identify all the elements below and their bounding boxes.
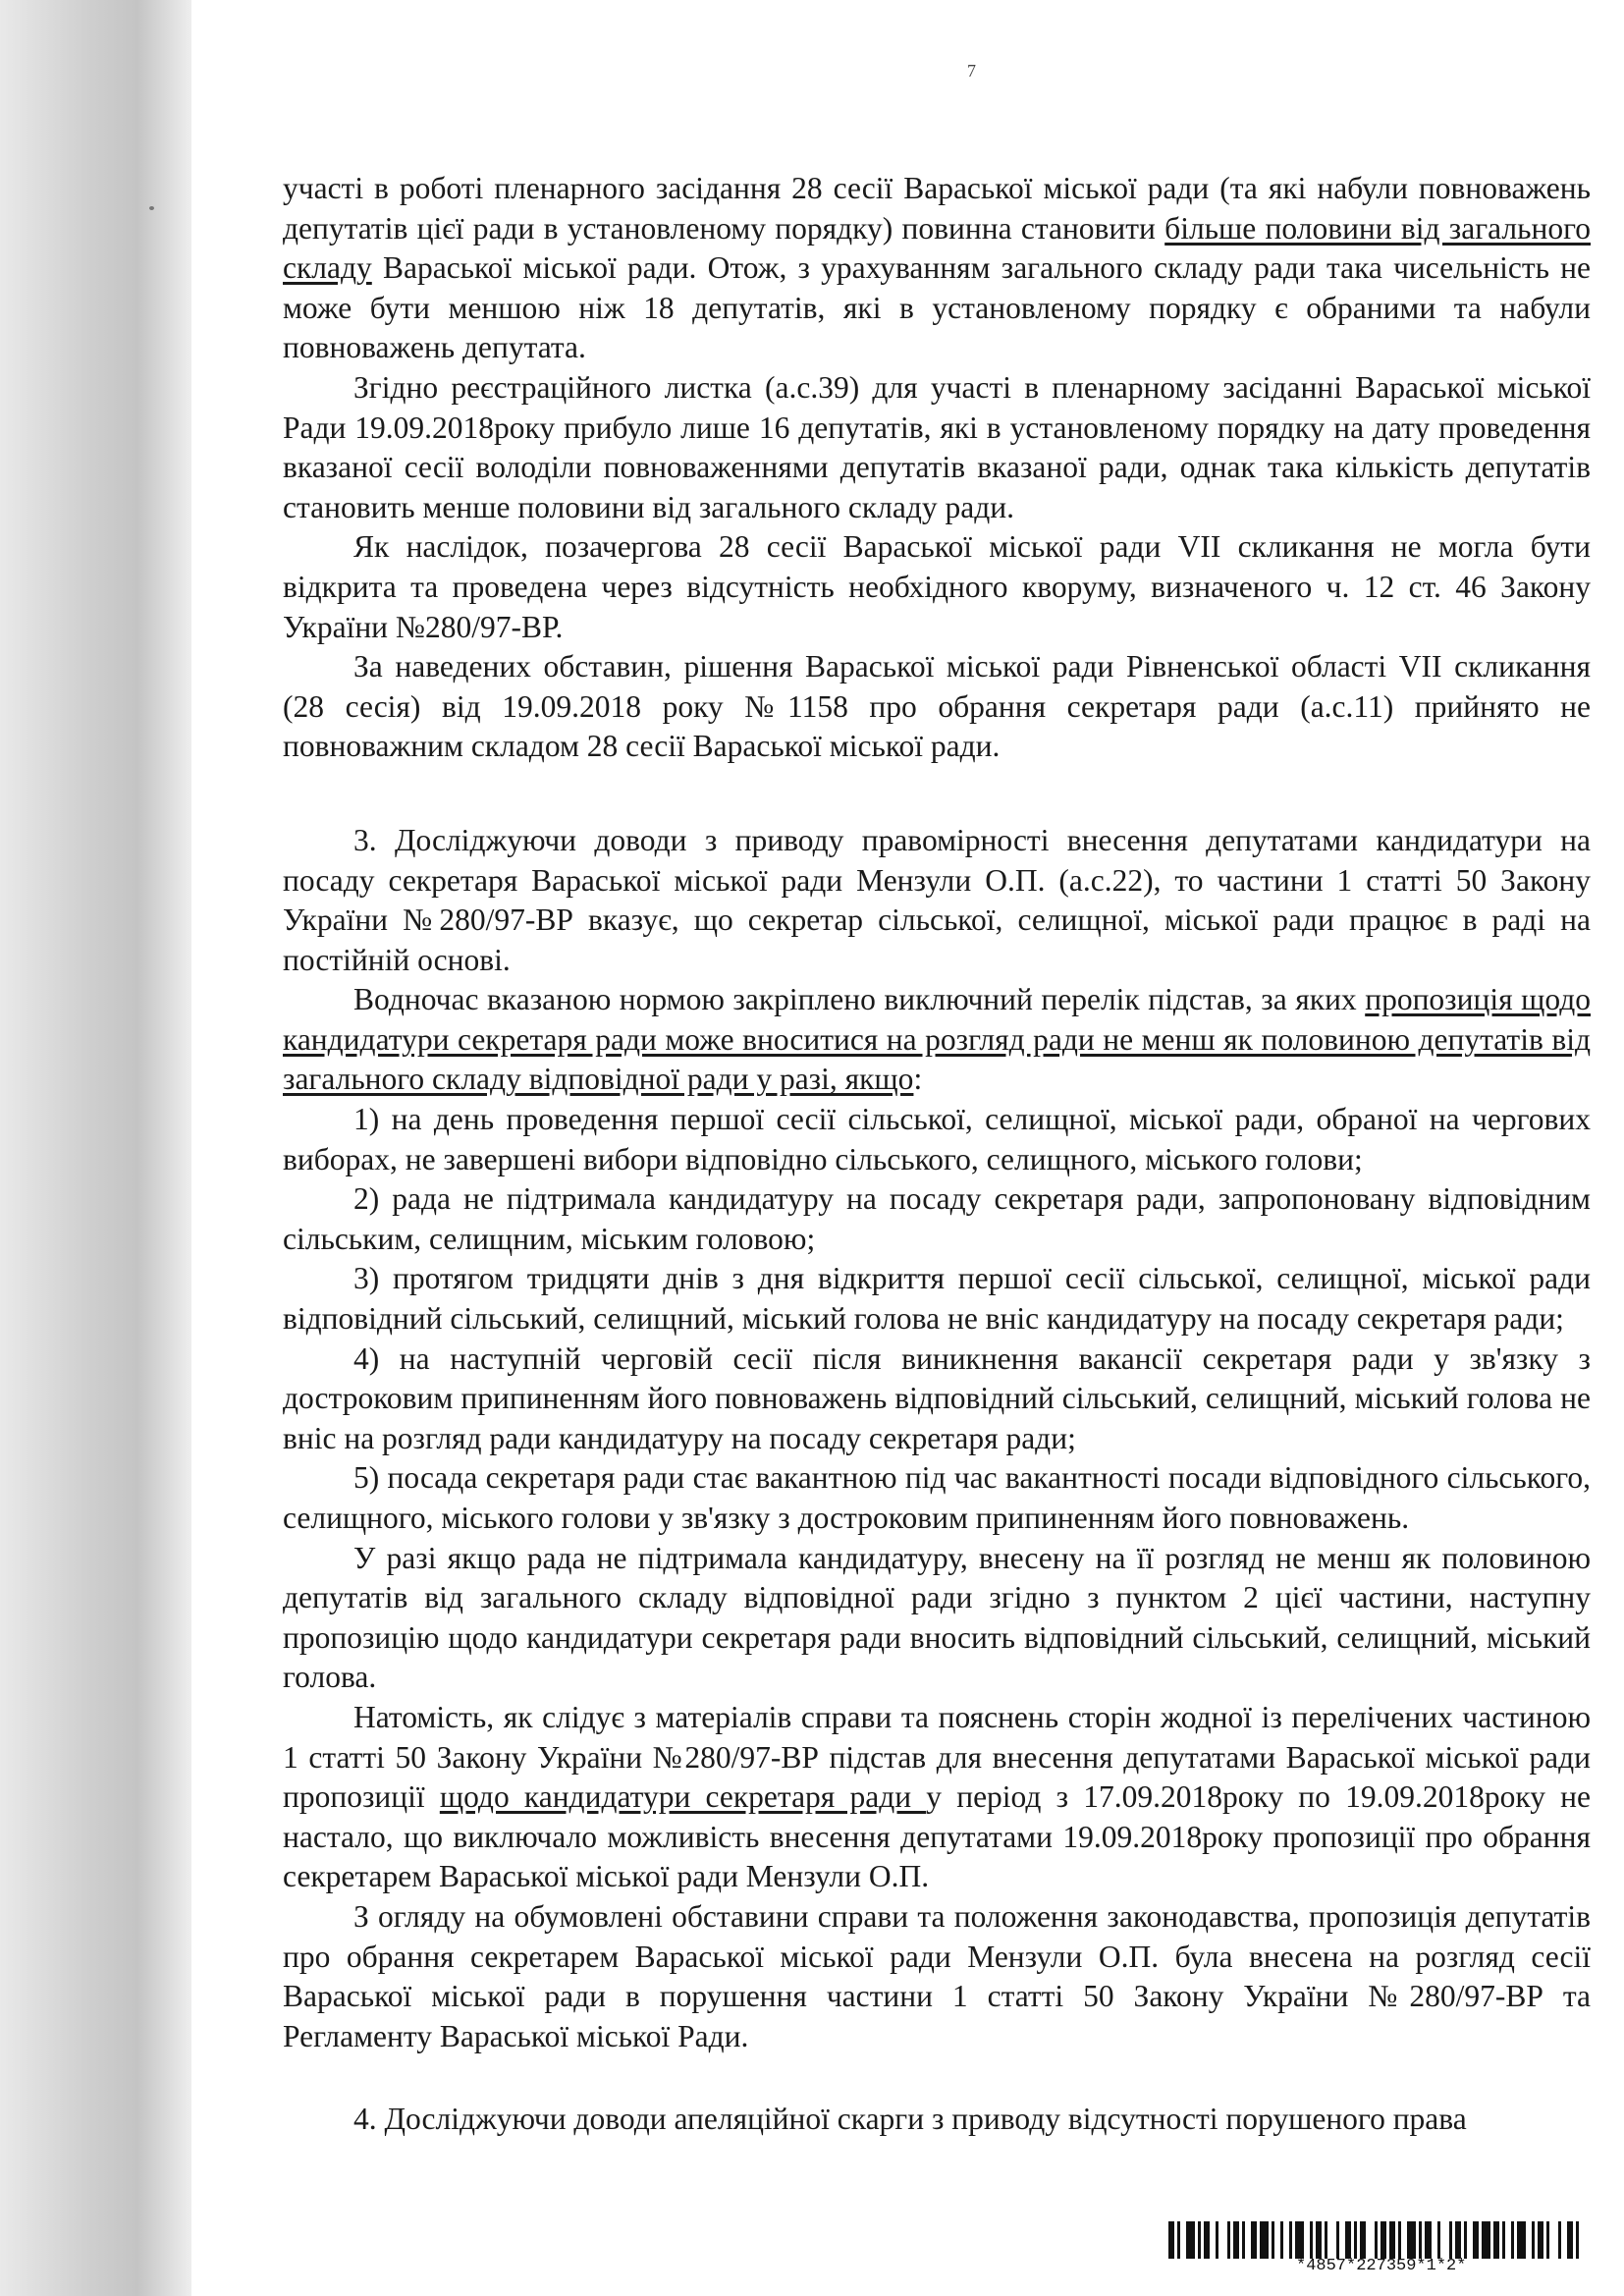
- barcode-bar: [1407, 2221, 1416, 2259]
- document-body: [283, 169, 1591, 2140]
- barcode-bar: [1482, 2221, 1490, 2259]
- barcode-bar: [1327, 2221, 1336, 2259]
- barcode-bar: [1260, 2221, 1269, 2259]
- barcode-bar: [1579, 2221, 1585, 2259]
- paragraph: [283, 1179, 1591, 1259]
- barcode-bar: [1295, 2221, 1304, 2259]
- barcode-bar: [1517, 2221, 1526, 2259]
- barcode-bar: [1549, 2221, 1558, 2259]
- barcode-number: *4857*227359*1*2*: [1296, 2257, 1467, 2275]
- scan-shadow-edge: [0, 0, 196, 2296]
- barcode: [1168, 2221, 1586, 2259]
- text-run: Натомість, як слідує з матеріалів справи та пояснень сторін жодної із перелічених частиною 1 статті 50 Закону України №280/97-ВР підстав для внесення депутатами Вараської міської ради пропозиції: [283, 1699, 1591, 1815]
- paragraph: [283, 1698, 1591, 1897]
- paragraph: [283, 169, 1591, 368]
- paragraph: [283, 647, 1591, 767]
- text-run: 4) на наступній черговій сесії після виникнення вакансії секретаря ради у зв'язку з достроковим припиненням його повноважень відповідний сільський, селищний, міський голова не вніс на розгляд ради кандидатуру на посаду секретаря ради;: [283, 1340, 1591, 1455]
- underlined-text: пропозиція щодо кандидатури секретаря ради може вноситися на розгляд ради не менш як половиною депутатів від загального складу відповідної ради у разі, якщо: [283, 982, 1591, 1097]
- scan-speck: [149, 206, 154, 210]
- paragraph: [283, 1339, 1591, 1459]
- paragraph: [283, 1100, 1591, 1179]
- underlined-text: більше половини від загального складу: [283, 210, 1591, 286]
- text-run: Водночас вказаною нормою закріплено виключний перелік підстав, за яких: [353, 982, 1366, 1017]
- paragraph: [283, 1259, 1591, 1339]
- barcode-bar: [1366, 2221, 1375, 2259]
- paragraph: [283, 368, 1591, 527]
- text-run: У разі якщо рада не підтримала кандидатуру, внесену на її розгляд не менш як половиною депутатів від загального складу відповідної ради згідно з пунктом 2 цієї частини, наступну пропозицію щодо кандидатури секретаря ради вносить відповідний сільський, селищний, міський голова.: [283, 1540, 1591, 1695]
- paragraph: [283, 527, 1591, 647]
- barcode-bar: [1186, 2221, 1195, 2259]
- text-run: 2) рада не підтримала кандидатуру на посаду секретаря ради, запропоновану відповідним сільським, селищним, міським головою;: [283, 1181, 1591, 1256]
- paragraph: [283, 821, 1591, 980]
- underlined-text: щодо кандидатури секретаря ради: [439, 1779, 927, 1815]
- text-run: :: [913, 1062, 923, 1097]
- barcode-bar: [1440, 2221, 1449, 2259]
- text-run: 4. Досліджуючи доводи апеляційної скарги з приводу відсутності порушеного права: [353, 2102, 1467, 2137]
- paragraph: [283, 1539, 1591, 1698]
- paragraph: [283, 1897, 1591, 2056]
- page-number: 7: [967, 61, 976, 81]
- paragraph: [283, 980, 1591, 1100]
- text-run: Як наслідок, позачергова 28 сесії Вараської міської ради VII скликання не могла бути відкрита та проведена через відсутність необхідного кворуму, визначеного ч. 12 ст. 46 Закону України №280/97-ВР.: [283, 529, 1591, 644]
- text-run: Згідно реєстраційного листка (а.с.39) для участі в пленарному засіданні Вараської міської Ради 19.09.2018року прибуло лише 16 депутатів, які в установленому порядку на дату проведення вказаної сесії володіли повноваженнями депутатів вказаної ради, однак така кількість депутатів становить менше половини від загального складу ради.: [283, 369, 1591, 524]
- text-run: участі в роботі пленарного засідання 28 сесії Вараської міської ради (та які набули повноважень депутатів цієї ради в установленому порядку) повинна становити: [283, 171, 1591, 246]
- paragraph: [283, 2100, 1591, 2140]
- text-run: З огляду на обумовлені обставини справи та положення законодавства, пропозиція депутатів про обрання секретарем Вараської міської ради Мензули О.П. була внесена на розгляд сесії Вараської міської ради в порушення частини 1 статті 50 Закону України №280/97-ВР та Регламенту Вараської міської Ради.: [283, 1898, 1591, 2053]
- text-run: 1) на день проведення першої сесії сільської, селищної, міської ради, обраної на чергових виборах, не завершені вибори відповідно сільського, селищного, міського голови;: [283, 1102, 1591, 1176]
- barcode-bar: [1218, 2221, 1227, 2259]
- text-run: 3) протягом тридцяти днів з дня відкриття першої сесії сільської, селищної, міської ради відповідний сільський, селищний, міський голова не вніс кандидатуру на посаду секретаря ради;: [283, 1261, 1591, 1337]
- text-run: у період з 17.09.2018року по 19.09.2018року не настало, що виключало можливість внесення депутатами 19.09.2018року пропозиції про обрання секретарем Вараської міської ради Мензули О.П.: [283, 1779, 1591, 1894]
- paragraph: [283, 1458, 1591, 1538]
- text-run: За наведених обставин, рішення Вараської міської ради Рівненської області VII скликання (28 сесія) від 19.09.2018 року №1158 про обрання секретаря ради (а.с.11) прийнято не повноважним складом 28 сесії Вараської міської ради.: [283, 649, 1591, 764]
- text-run: Вараської міської ради. Отож, з урахуванням загального складу ради така чисельність не може бути меншою ніж 18 депутатів, які в установленому порядку є обраними та набули повноважень депутата.: [283, 250, 1591, 365]
- text-run: 5) посада секретаря ради стає вакантною під час вакантності посади відповідного сільського, селищного, міського голови у зв'язку з достроковим припиненням його повноважень.: [283, 1460, 1591, 1535]
- text-run: 3. Досліджуючи доводи з приводу правомірності внесення депутатами кандидатури на посаду секретаря Вараської міської ради Мензули О.П. (а.с.22), то частини 1 статті 50 Закону України №280/97-ВР вказує, що секретар сільської, селищної, міської ради працює в раді на постійній основі.: [283, 822, 1591, 977]
